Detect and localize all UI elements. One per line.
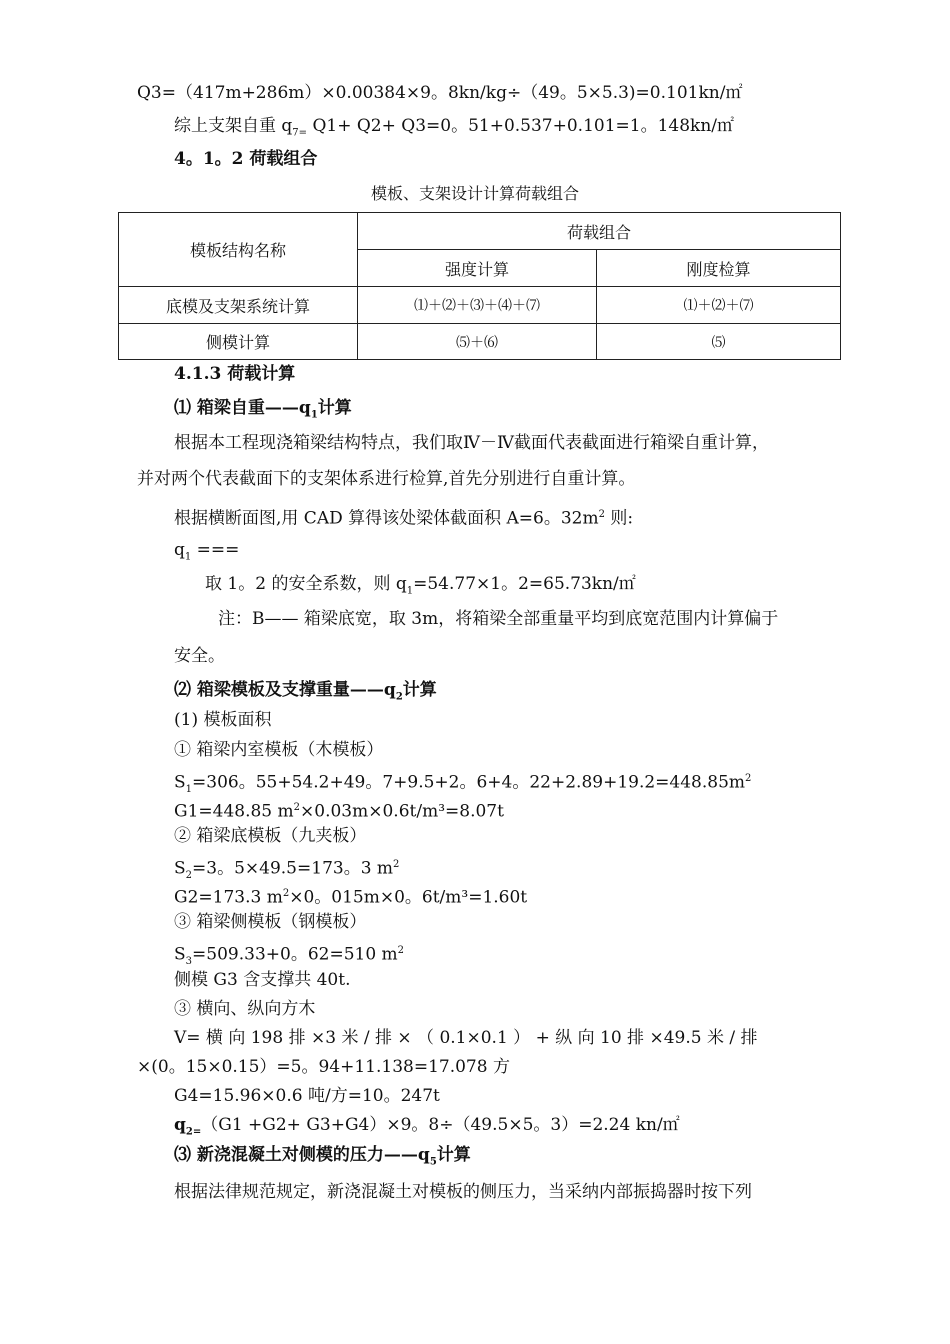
formula-g2: G2=173.3 $m^2\times 0$。015m×0。6t/m³=1.60t (174, 887, 528, 908)
heading-formwork-weight: ⑵ 箱梁模板及支撑重量$——q_2$计算 (174, 680, 437, 703)
formula-safety-factor: 取 1。2 的安全系数，则 $q_1=54.77\times 1$。2=65.73kn/㎡ (205, 574, 636, 597)
row-name: 侧模计算 (119, 324, 358, 360)
table-row (119, 324, 841, 360)
paragraph-line: 根据本工程现浇箱梁结构特点，我们取Ⅳ－Ⅳ截面代表截面进行箱梁自重计算， (174, 433, 769, 453)
formula-s3: $S_3=509.33+0$。62=510 $m^2$ (174, 944, 405, 968)
note-line: 注：B—— 箱梁底宽，取 3m，将箱梁全部重量平均到底宽范围内计算偏于 (218, 609, 779, 629)
note-line: 安全。 (174, 646, 225, 666)
formula-s1: $S_1=306$。55+54.2+49。7+9.5+2。6+4。$22+2.89+19.2=448.85m^2$ (174, 772, 752, 796)
formula-q3: Q3=（417m+286m）×0.00384×9。8kn/kg÷（49。5×5.3)=0.101kn/㎡ (137, 83, 743, 103)
heading-lateral-pressure: ⑶ 新浇混凝土对侧模的压力$——q_5$计算 (174, 1145, 471, 1168)
row-strength: ⑴＋⑵＋⑶＋⑷＋⑺ (358, 287, 597, 324)
formula-g4: G4=15.96×0.6 吨/方=10。247t (174, 1086, 440, 1106)
formula-s2: $S_2=3$。5×49.5=173。3 $m^2$ (174, 858, 400, 882)
load-combination-table (118, 212, 841, 360)
heading-box-girder-weight: ⑴ 箱梁自重$——q_1$计算 (174, 398, 352, 421)
item-inner-formwork: ① 箱梁内室模板（木模板） (174, 740, 384, 760)
row-stiffness: ⑸ (597, 324, 841, 360)
paragraph-line: 根据法律规范规定，新浇混凝土对模板的侧压力，当采纳内部振捣器时按下列 (174, 1182, 752, 1202)
formula-g3: 侧模 G3 含支撑共 40t. (174, 970, 351, 990)
header-load-group: 荷载组合 (358, 213, 841, 250)
subheading-formwork-area: (1) 模板面积 (174, 710, 272, 730)
item-bottom-formwork: ② 箱梁底模板（九夹板） (174, 826, 367, 846)
item-timber: ③ 横向、纵向方木 (174, 999, 316, 1019)
paragraph-line: 根据横断面图,用 CAD 算得该处梁体截面积 A=6。$32m^2$ 则: (174, 508, 634, 529)
table-row (119, 287, 841, 324)
heading-4-1-2: 4。1。2 荷载组合 (174, 149, 318, 169)
formula-g1: G1=448.85 $m^2\times 0.03m\times 0.6t/m^3=8.07t$ (174, 801, 504, 822)
formula-volume-cont: ×(0。15×0.15）=5。94+11.138=17.078 方 (137, 1057, 510, 1077)
formula-q1: $q_1$ === (174, 540, 240, 563)
heading-4-1-3: 4.1.3 荷载计算 (174, 364, 296, 384)
row-strength: ⑸＋⑹ (358, 324, 597, 360)
table-caption: 模板、支架设计计算荷载组合 (370, 184, 579, 203)
header-strength: 强度计算 (358, 250, 597, 287)
item-side-formwork: ③ 箱梁侧模板（钢模板） (174, 912, 367, 932)
header-name: 模板结构名称 (119, 213, 358, 287)
formula-total-self-weight: 综上支架自重 $q_{7=}$ Q1+ Q2+ Q3=0。51+0.537+0.101=1。148kn/㎡ (174, 116, 735, 139)
row-stiffness: ⑴＋⑵＋⑺ (597, 287, 841, 324)
paragraph-line: 并对两个代表截面下的支架体系进行检算,首先分别进行自重计算。 (137, 469, 636, 489)
header-stiffness: 刚度检算 (597, 250, 841, 287)
row-name: 底模及支架系统计算 (119, 287, 358, 324)
formula-volume: V= 横 向 198 排 ×3 米 / 排 × （ 0.1×0.1 ） + 纵 向 10 排 ×49.5 米 / 排 (174, 1028, 758, 1048)
formula-q2: $q_{2=}(G1 +G2+ G3+G4)\times 9$。8÷（49.5×5。3）=2.24 kn/㎡ (174, 1115, 680, 1138)
